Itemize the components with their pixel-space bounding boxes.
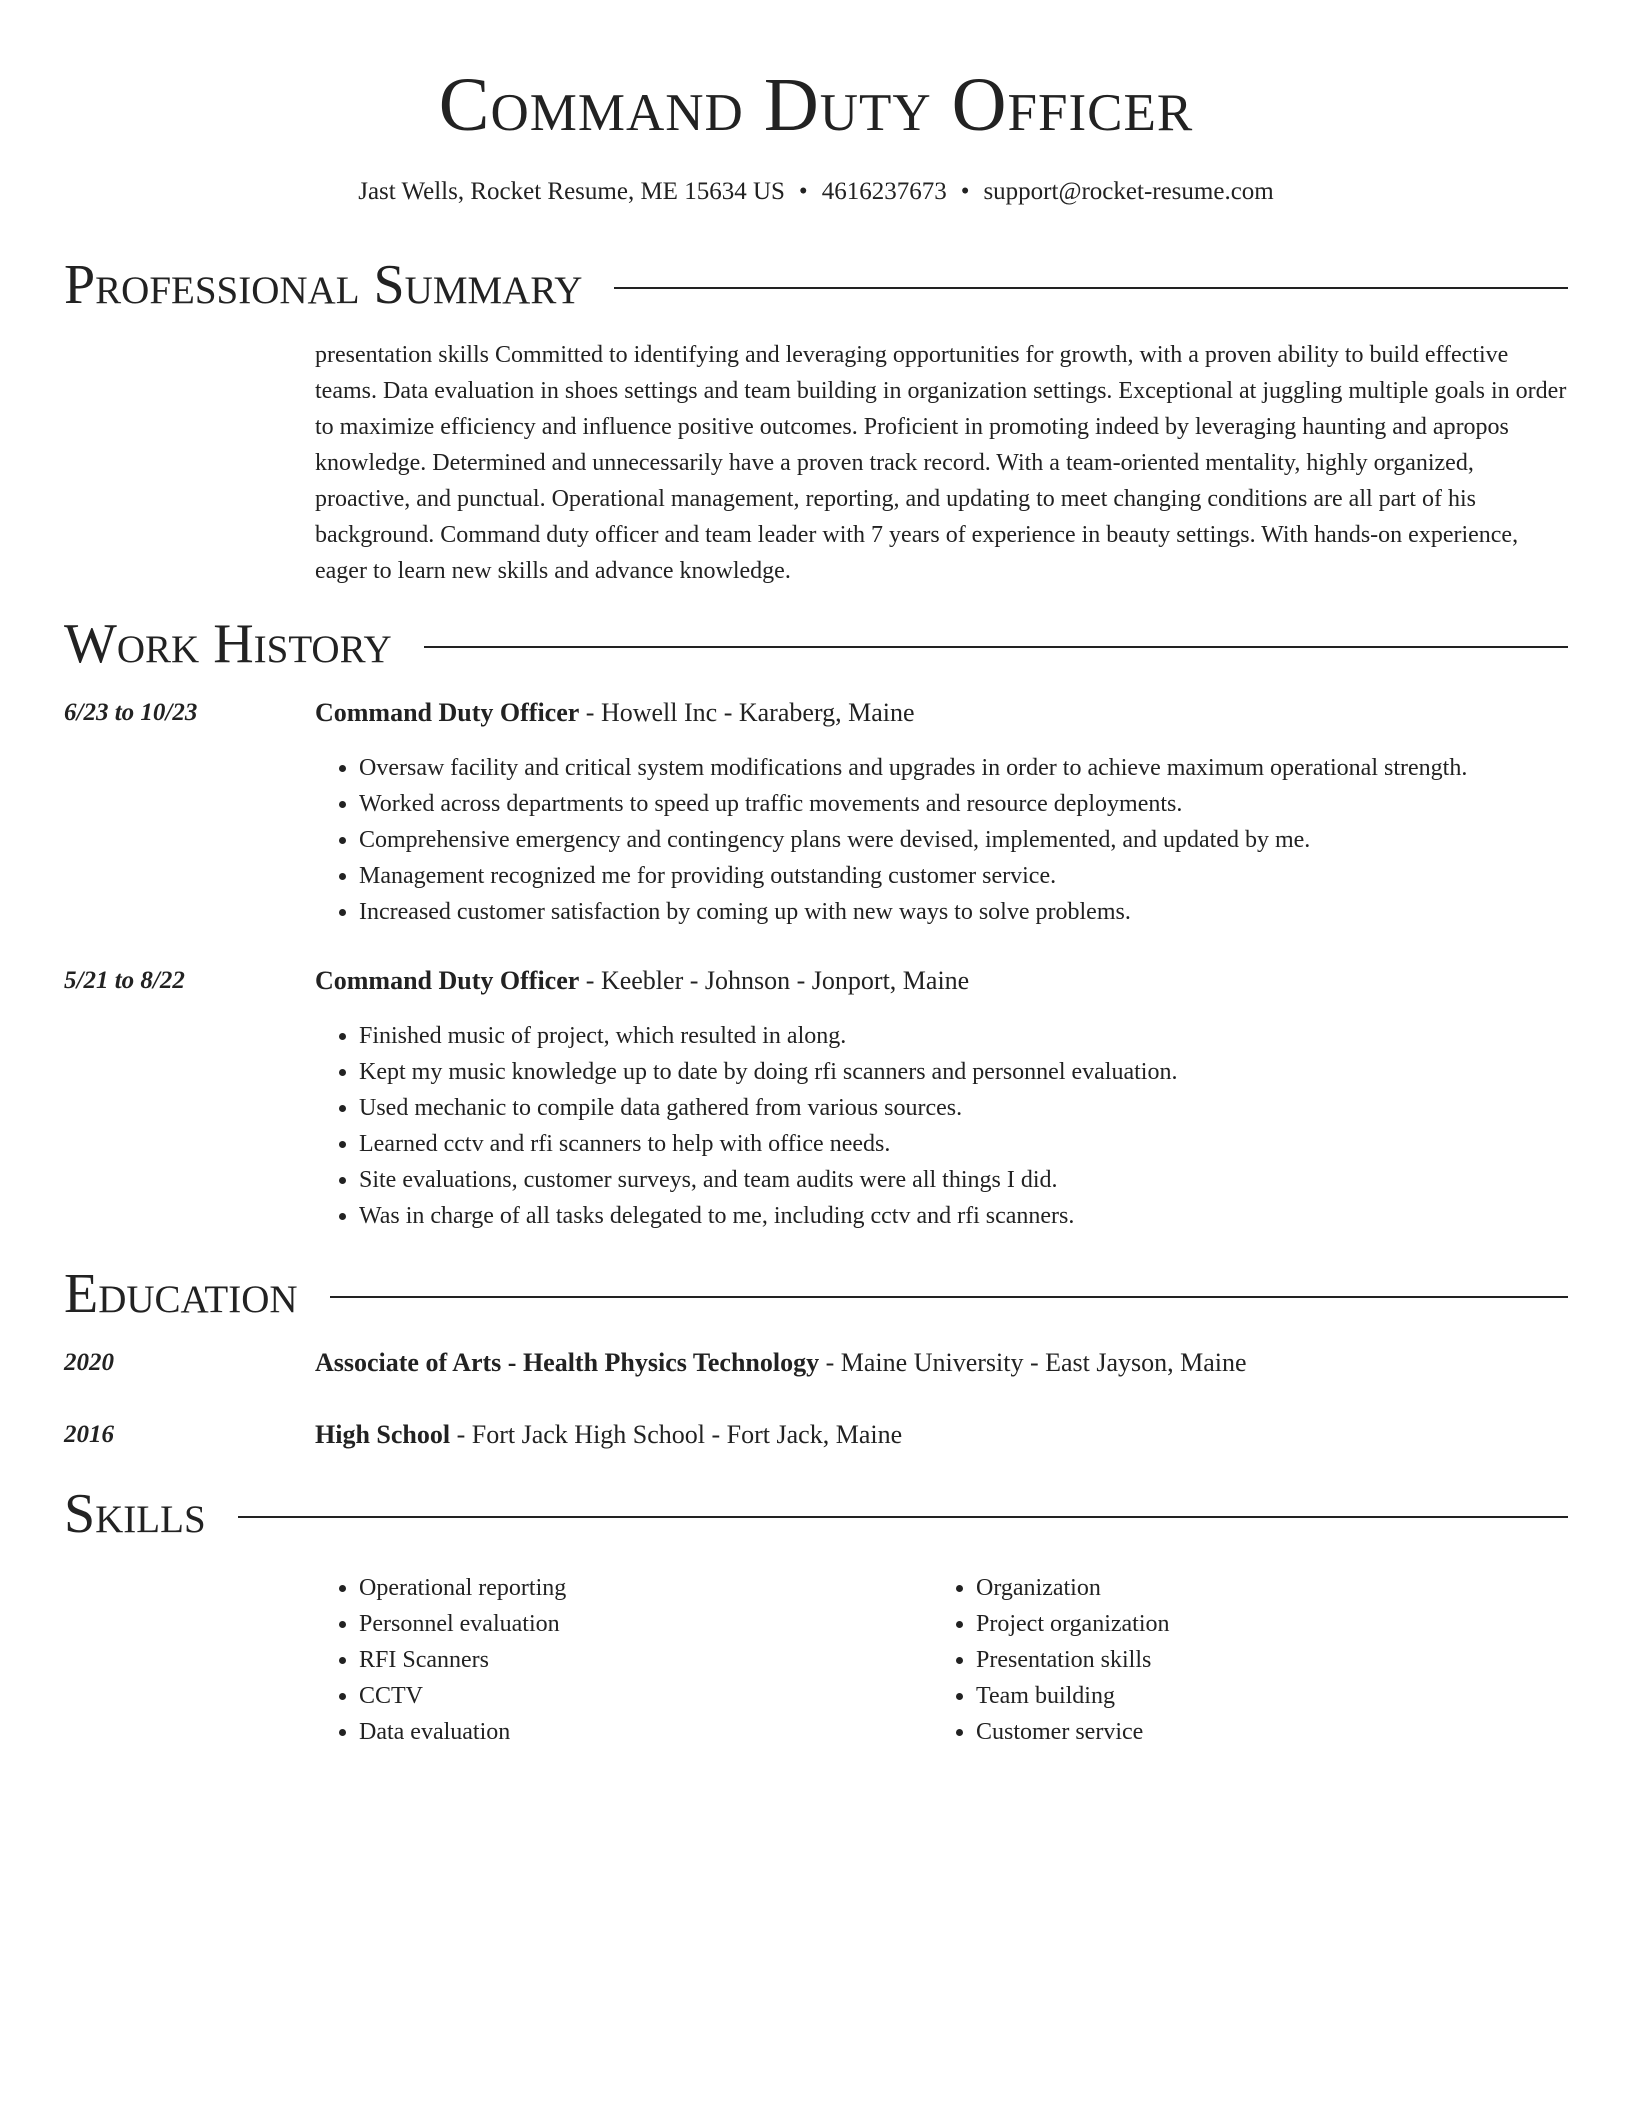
skills-list-left xyxy=(315,1570,566,1750)
skill-item: • Data evaluation xyxy=(359,1714,566,1750)
education-header xyxy=(315,1346,1247,1380)
job-details: - Howell Inc - Karaberg, Maine xyxy=(579,698,915,727)
education-header xyxy=(315,1418,902,1452)
contact-email: support@rocket-resume.com xyxy=(983,178,1274,205)
skill-item: • CCTV xyxy=(359,1678,566,1714)
section-divider xyxy=(330,1296,1568,1298)
job-bullet: • Oversaw facility and critical system modifications and upgrades in order to achieve maximum operational strength. xyxy=(359,750,1467,786)
job-bullet: • Was in charge of all tasks delegated to me, including cctv and rfi scanners. xyxy=(359,1198,1177,1234)
education-degree: Associate of Arts - Health Physics Technology xyxy=(315,1348,820,1377)
skills-heading xyxy=(64,1479,1568,1549)
skill-item: • Presentation skills xyxy=(976,1642,1170,1678)
job-role: Command Duty Officer xyxy=(315,698,580,727)
contact-separator: • xyxy=(798,178,808,205)
skills-list-right xyxy=(932,1570,1170,1750)
job-dates: 6/23 to 10/23 xyxy=(64,699,198,726)
contact-separator: • xyxy=(960,178,970,205)
skill-item: • Operational reporting xyxy=(359,1570,566,1606)
education-heading xyxy=(64,1259,1568,1329)
summary-text: presentation skills Committed to identifying and leveraging opportunities for growth, with a proven ability to build effective teams. Data evaluation in shoes settings and team building in organization settings. Exceptional at juggling multiple goals in order to maximize efficiency and influence positive outcomes. Proficient in promoting indeed by leveraging haunting and apropos knowledge. Determined and unnecessarily have a proven track record. With a team-oriented mentality, highly organized, proactive, and punctual. Operational management, reporting, and updating to meet changing conditions are all part of his background. Command duty officer and team leader with 7 years of experience in beauty settings. With hands-on experience, eager to learn new skills and advance knowledge. xyxy=(315,342,1567,584)
job-bullet: • Site evaluations, customer surveys, and team audits were all things I did. xyxy=(359,1162,1177,1198)
job-bullets xyxy=(315,1018,1177,1234)
education-year: 2016 xyxy=(64,1421,114,1448)
skill-item: • Personnel evaluation xyxy=(359,1606,566,1642)
resume-name: Command Duty Officer xyxy=(438,63,1194,147)
job-bullet: • Finished music of project, which resulted in along. xyxy=(359,1018,1177,1054)
contact-line xyxy=(64,176,1568,208)
job-details: - Keebler - Johnson - Jonport, Maine xyxy=(579,966,970,995)
job-bullet: • Comprehensive emergency and contingency plans were devised, implemented, and updated by me. xyxy=(359,822,1467,858)
summary-heading xyxy=(64,250,1568,320)
job-bullet: • Increased customer satisfaction by coming up with new ways to solve problems. xyxy=(359,894,1467,930)
skill-item: • RFI Scanners xyxy=(359,1642,566,1678)
job-bullet: • Worked across departments to speed up traffic movements and resource deployments. xyxy=(359,786,1467,822)
education-year: 2020 xyxy=(64,1349,114,1376)
section-divider xyxy=(238,1516,1568,1518)
education-details: - Maine University - East Jayson, Maine xyxy=(819,1348,1247,1377)
section-divider xyxy=(424,646,1568,648)
contact-phone: 4616237673 xyxy=(821,178,947,205)
job-bullet: • Management recognized me for providing outstanding customer service. xyxy=(359,858,1467,894)
education-entry xyxy=(64,1346,1568,1380)
skill-item: • Customer service xyxy=(976,1714,1170,1750)
job-bullets xyxy=(315,750,1467,930)
skill-item: • Organization xyxy=(976,1570,1170,1606)
education-degree: High School xyxy=(315,1420,451,1449)
job-dates: 5/21 to 8/22 xyxy=(64,967,185,994)
job-bullet: • Used mechanic to compile data gathered from various sources. xyxy=(359,1090,1177,1126)
job-bullet: • Kept my music knowledge up to date by doing rfi scanners and personnel evaluation. xyxy=(359,1054,1177,1090)
education-title: Education xyxy=(64,1263,298,1325)
job-role: Command Duty Officer xyxy=(315,966,580,995)
summary-title: Professional Summary xyxy=(64,254,583,316)
contact-address: Jast Wells, Rocket Resume, ME 15634 US xyxy=(358,178,785,205)
education-details: - Fort Jack High School - Fort Jack, Maine xyxy=(450,1420,903,1449)
section-divider xyxy=(614,287,1568,289)
education-entry xyxy=(64,1418,1568,1452)
skills-title: Skills xyxy=(64,1483,206,1545)
skill-item: • Team building xyxy=(976,1678,1170,1714)
job-header xyxy=(315,696,915,730)
skill-item: • Project organization xyxy=(976,1606,1170,1642)
job-header xyxy=(315,964,969,998)
job-bullet: • Learned cctv and rfi scanners to help with office needs. xyxy=(359,1126,1177,1162)
work-history-title: Work History xyxy=(64,613,392,675)
work-history-heading xyxy=(64,609,1568,679)
